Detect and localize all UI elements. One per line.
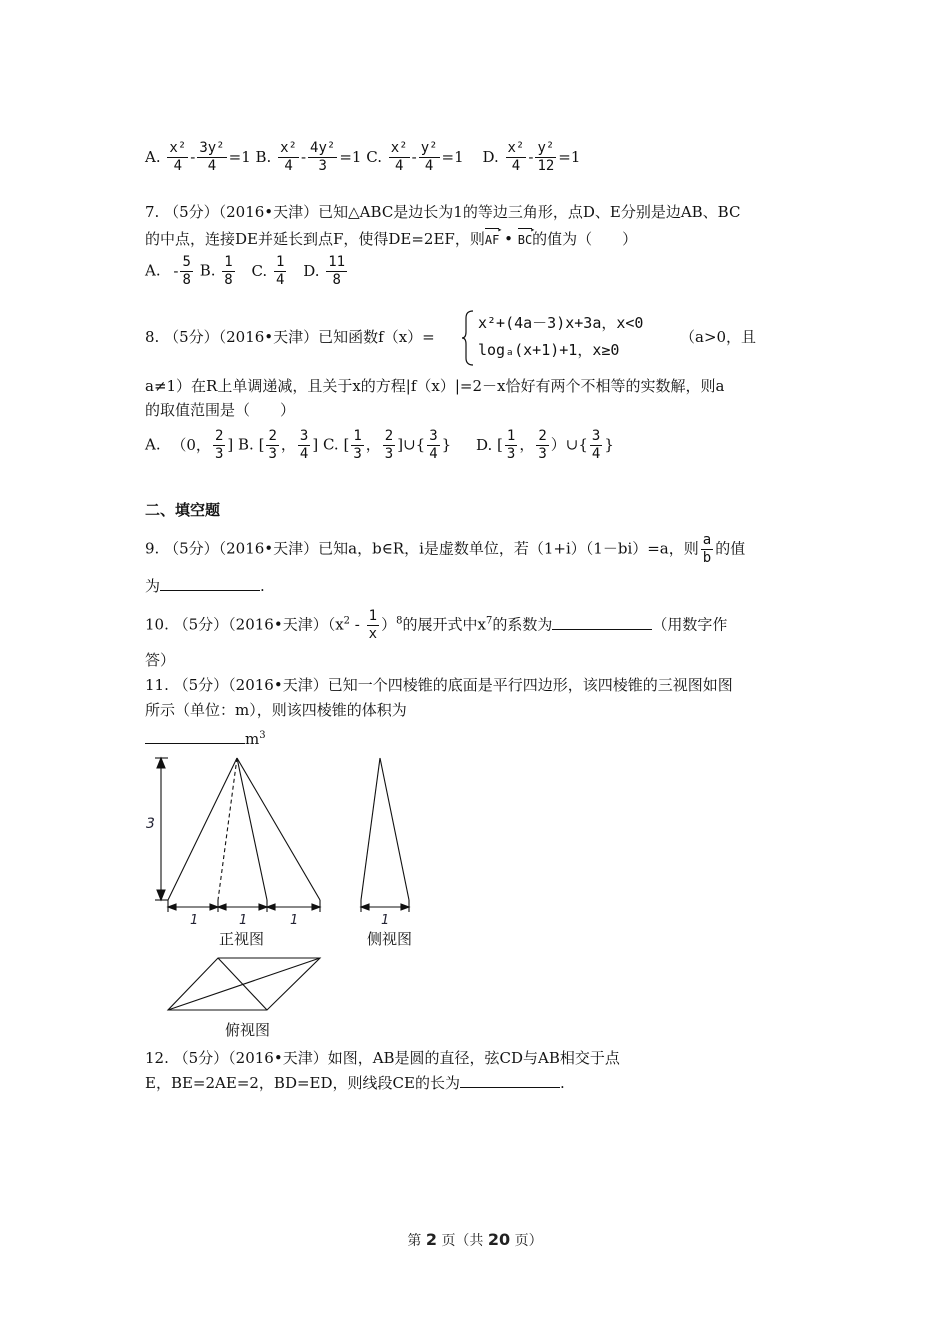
fraction: $\frac{3}{4}$ [591,428,601,462]
q9-line2: 为 . [145,577,265,595]
svg-text:1: 1 [290,913,299,928]
fraction: $\frac{3}{4}$ [299,428,309,462]
answer-blank[interactable] [145,729,245,744]
fraction: $\frac{2}{3}$ [268,428,277,462]
q11-line1: 11. （5分）（2016•天津）已知一个四棱锥的底面是平行四边形，该四棱锥的三视图如图 [145,676,733,694]
q8-suffix: （a>0，且 [680,328,757,346]
fraction: $\frac{3}{4}$ [429,428,438,462]
fraction: $\frac{1}{x}$ [368,608,378,642]
fraction: $\frac{1}{3}$ [506,428,516,462]
svg-text:侧视图: 侧视图 [367,930,413,948]
q8-line3: 的取值范围是（ ） [145,401,296,419]
fraction: $\frac{11}{8}$ [328,254,346,288]
q7-options: A. - $\frac{5}{8}$ B. $\frac{1}{8}$ C. $\frac{1}{4}$ D. $\frac{11}{8}$ [145,254,346,288]
q8-prefix: 8. （5分）（2016•天津）已知函数f（x）= [145,328,435,346]
svg-text:1: 1 [239,913,248,928]
fraction: $\frac{\text{y²}}{12}$ [537,140,555,174]
answer-blank[interactable] [460,1073,560,1088]
q7-line2: 的中点，连接DE并延长到点F，使得DE=2EF，则AF ▸ • BC ▸的值为（ ） [145,226,637,250]
q11-line2: 所示（单位：m），则该四棱锥的体积为 [145,701,407,719]
front-view [155,758,320,912]
svg-text:正视图: 正视图 [219,930,265,948]
vector-af: AF ▸ [485,226,499,250]
svg-text:俯视图: 俯视图 [225,1021,271,1039]
side-view [361,758,409,912]
q9-line1: 9. （5分）（2016•天津）已知a，b∈R，i是虚数单位，若（1+i）（1－bi）=a，则 $\frac{a}{b}$ 的值 [145,532,746,566]
left-brace-icon [461,310,475,366]
section-title: 二、填空题 [145,501,221,519]
fraction: $\frac{1}{4}$ [275,254,285,288]
q11-line3: $m^3$ [145,726,266,749]
three-view-figure [140,750,440,1050]
q10-line1: 10. （5分）（2016•天津）（$x^2$ - $\frac{1}{x}$ ）$^8$的展开式中$x^7$的系数为 （用数字作 [145,608,728,642]
fraction: $\frac{a}{b}$ [702,532,712,566]
q7-line1: 7. （5分）（2016•天津）已知△ABC是边长为1的等边三角形，点D、E分别是边AB、BC [145,203,741,221]
q8-line2: a≠1）在R上单调递减，且关于x的方程|f（x）|=2－x恰好有两个不相等的实数解，则a [145,377,725,395]
option-a: A. $\frac{\text{x²}}{4}$ - $\frac{\text{3y²}}{4}$ =1 [145,140,251,174]
q12-line2: E，BE=2AE=2，BD=ED，则线段CE的长为 . [145,1074,565,1092]
q6-options [145,140,580,175]
option-b: B. $\frac{\text{x²}}{4}$ - $\frac{\text{4y²}}{3}$ =1 [255,140,362,174]
svg-text:1: 1 [381,913,390,928]
fraction: $\frac{\text{4y²}}{3}$ [310,140,336,174]
fraction: $\frac{2}{3}$ [384,428,394,462]
answer-blank[interactable] [552,615,652,630]
fraction: $\frac{\text{x²}}{4}$ [390,140,408,174]
page-total: 20 [487,1230,511,1249]
top-view [168,958,320,1010]
fraction: $\frac{\text{x²}}{4}$ [169,140,187,174]
fraction: $\frac{2}{3}$ [214,428,224,462]
vector-bc: BC ▸ [518,226,532,250]
svg-text:3: 3 [146,816,155,832]
fraction: $\frac{2}{3}$ [538,428,547,462]
q12-line1: 12. （5分）（2016•天津）如图，AB是圆的直径，弦CD与AB相交于点 [145,1049,620,1067]
q8-options: A. （0， $\frac{2}{3}$ ] B. [ $\frac{2}{3}$ ， $\frac{3}{4}$ ] C. [ $\frac{1}{3}$ ， $\frac{2}{3}$ ]∪{ $\frac{3}{4}$ } D. [ $\frac{1}{3}$ ， $\frac{2}{3}$ ）∪{ $\frac{3}{4}$ } [145,428,614,462]
q8-case1: x²+(4a－3)x+3a，x<0 [478,314,644,332]
fraction: $\frac{\text{x²}}{4}$ [507,140,525,174]
fraction: $\frac{\text{3y²}}{4}$ [199,140,225,174]
option-d: D. $\frac{\text{x²}}{4}$ - $\frac{\text{y²}}{12}$ =1 [482,140,581,174]
fraction: $\frac{1}{3}$ [353,428,362,462]
svg-text:1: 1 [190,913,199,928]
fraction: $\frac{1}{8}$ [224,254,233,288]
page-number: 2 [425,1230,437,1249]
q8-case2: logₐ(x+1)+1，x≥0 [478,341,620,359]
q10-line2: 答） [145,651,176,669]
option-c: C. $\frac{\text{x²}}{4}$ - $\frac{\text{y²}}{4}$ =1 [366,140,464,174]
answer-blank[interactable] [160,576,260,591]
fraction: $\frac{5}{8}$ [182,254,191,288]
page-footer: 第 2 页（共 20 页） [407,1230,543,1249]
fraction: $\frac{\text{y²}}{4}$ [420,140,438,174]
fraction: $\frac{\text{x²}}{4}$ [280,140,297,174]
